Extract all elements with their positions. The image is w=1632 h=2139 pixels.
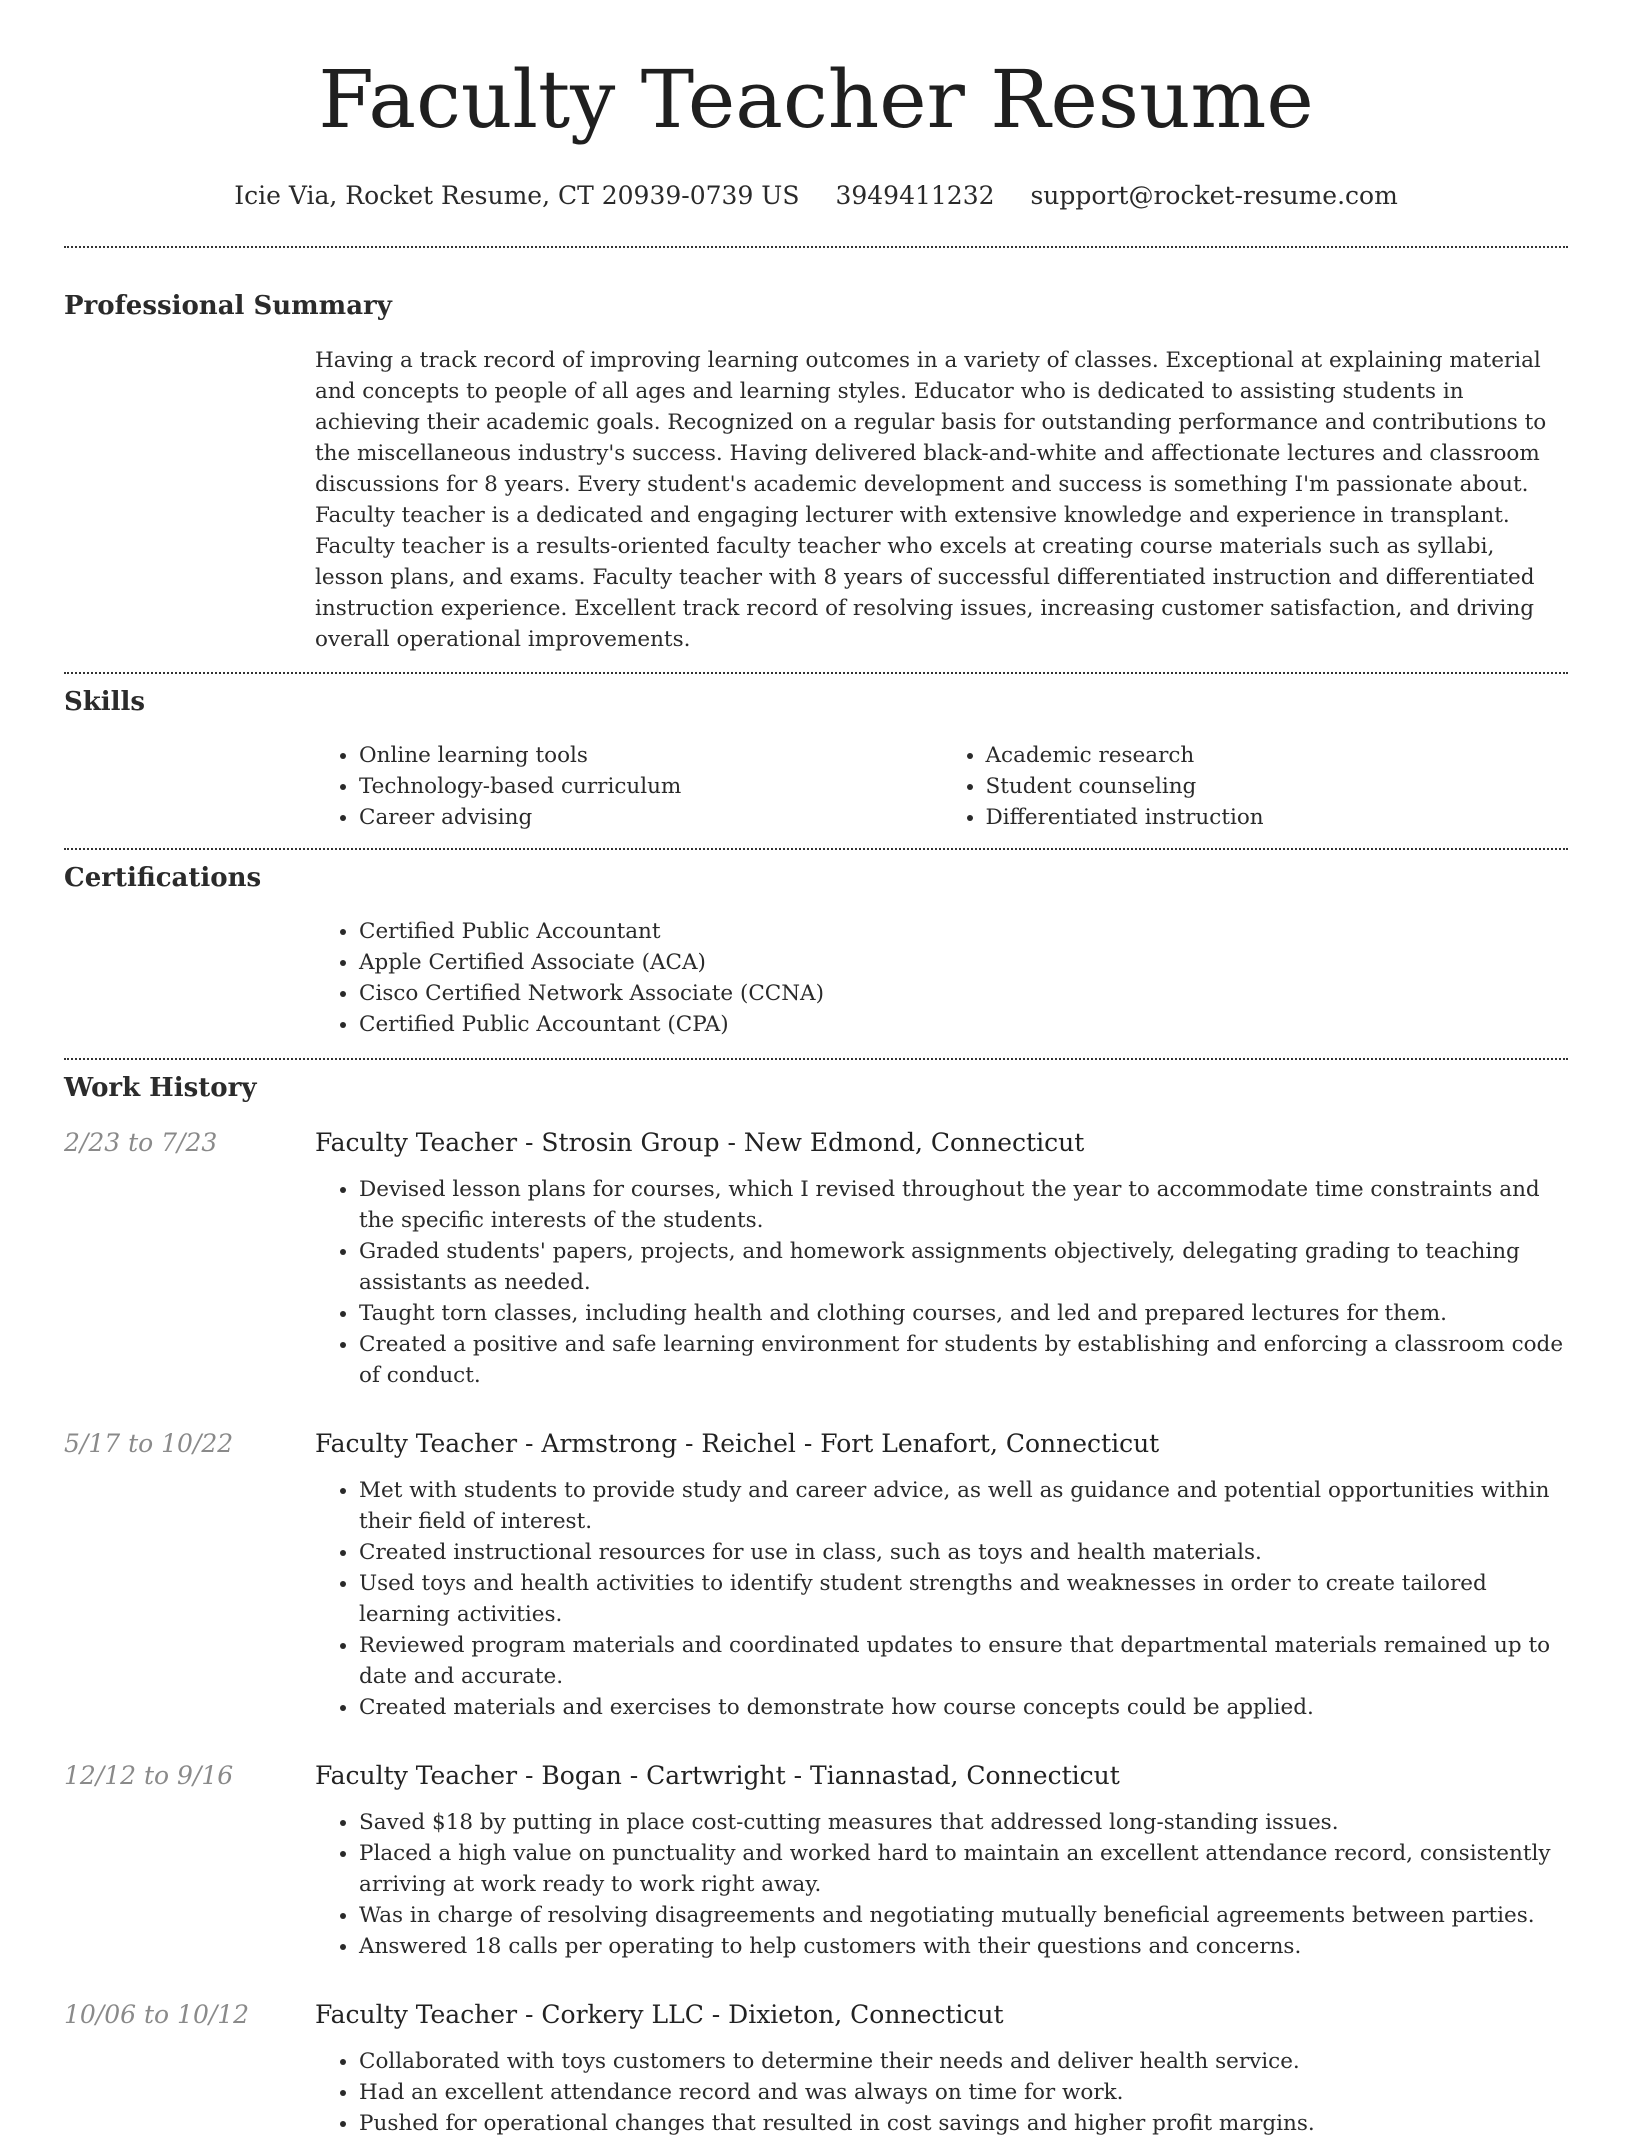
job-bullet: • Created a positive and safe learning environment for students by establishing and enforcing a classroom code of conduct. [359,1329,1568,1391]
contact-address: Icie Via, Rocket Resume, CT 20939-0739 US [234,181,800,210]
work-history-section [64,1072,1568,2139]
job-bullets [315,2046,1568,2139]
job-bullets [315,1174,1568,1391]
job-bullet: • Had an excellent attendance record and was always on time for work. [359,2077,1568,2108]
job-bullet: • Devised lesson plans for courses, which I revised throughout the year to accommodate time constraints and the specific interests of the students. [359,1174,1568,1236]
job-header [64,1126,1568,1160]
section-divider [64,672,1568,674]
skills-heading: Skills [64,687,146,717]
section-divider [64,1058,1568,1060]
job-title: Faculty Teacher - Strosin Group - New Edmond, Connecticut [315,1128,1085,1157]
job-bullet: • Collaborated with toys customers to determine their needs and deliver health service. [359,2046,1568,2077]
contact-line [64,180,1568,212]
job-dates: 10/06 to 10/12 [64,2000,250,2029]
job-bullet-list [315,1174,1568,1391]
job-bullet: • Answered 18 calls per operating to help customers with their questions and concerns. [359,1931,1568,1962]
certification-item: • Cisco Certified Network Associate (CCNA) [359,978,1568,1009]
summary-text: Having a track record of improving learning outcomes in a variety of classes. Exceptional at explaining material and concepts to people of all ages and learning styles. Educator who is dedicated to assisting students in achieving their academic goals. Recognized on a regular basis for outstanding performance and contributions to the miscellaneous industry's success. Having delivered black-and-white and affectionate lectures and classroom discussions for 8 years. Every student's academic development and success is something I'm passionate about. Faculty teacher is a dedicated and engaging lecturer with extensive knowledge and experience in transplant. Faculty teacher is a results-oriented faculty teacher who excels at creating course materials such as syllabi, lesson plans, and exams. Faculty teacher with 8 years of successful differentiated instruction and differentiated instruction experience. Excellent track record of resolving issues, increasing customer satisfaction, and driving overall operational improvements. [315,348,1547,652]
job-title: Faculty Teacher - Armstrong - Reichel - Fort Lenafort, Connecticut [315,1429,1160,1458]
job-dates: 12/12 to 9/16 [64,1761,234,1790]
job-bullet: • Saved $18 by putting in place cost-cutting measures that addressed long-standing issues. [359,1807,1568,1838]
skill-item: • Student counseling [986,771,1569,802]
job-entry [64,1759,1568,1962]
job-header [64,1759,1568,1793]
job-bullet-list [315,1807,1568,1962]
job-entry [64,1126,1568,1391]
job-title: Faculty Teacher - Corkery LLC - Dixieton, Connecticut [315,2000,1004,2029]
job-bullet-list [315,1475,1568,1723]
skill-item: • Differentiated instruction [986,802,1569,833]
page-title: Faculty Teacher Resume [318,53,1314,146]
certifications-items [315,916,1568,1040]
skill-item: • Career advising [359,802,942,833]
skills-column-left [315,740,942,833]
job-bullet: • Pushed for operational changes that resulted in cost savings and higher profit margins. [359,2108,1568,2139]
section-divider [64,246,1568,248]
job-bullet: • Was in charge of resolving disagreements and negotiating mutually beneficial agreements between parties. [359,1900,1568,1931]
job-dates: 5/17 to 10/22 [64,1429,234,1458]
certifications-section [64,862,1568,1040]
skills-section [64,686,1568,833]
job-bullets [315,1807,1568,1962]
skills-column-right [942,740,1569,833]
job-header [64,1427,1568,1461]
job-bullet: • Used toys and health activities to identify student strengths and weaknesses in order to create tailored learning activities. [359,1568,1568,1630]
skill-item: • Online learning tools [359,740,942,771]
job-bullet: • Created instructional resources for use in class, such as toys and health materials. [359,1537,1568,1568]
job-bullet: • Created materials and exercises to demonstrate how course concepts could be applied. [359,1692,1568,1723]
resume-page [64,0,1568,2139]
certifications-heading: Certifications [64,863,262,893]
certification-item: • Apple Certified Associate (ACA) [359,947,1568,978]
skill-item: • Academic research [986,740,1569,771]
job-bullet: • Reviewed program materials and coordinated updates to ensure that departmental materials remained up to date and accurate. [359,1630,1568,1692]
job-bullet: • Met with students to provide study and career advice, as well as guidance and potential opportunities within their field of interest. [359,1475,1568,1537]
job-bullet: • Taught torn classes, including health and clothing courses, and led and prepared lectures for them. [359,1298,1568,1329]
section-divider [64,848,1568,850]
summary-section [64,290,1568,655]
certifications-list [315,916,1568,1040]
job-bullet-list [315,2046,1568,2139]
job-bullet: • Graded students' papers, projects, and homework assignments objectively, delegating grading to teaching assistants as needed. [359,1236,1568,1298]
job-title: Faculty Teacher - Bogan - Cartwright - Tiannastad, Connecticut [315,1761,1120,1790]
contact-phone: 3949411232 [835,181,995,210]
summary-heading: Professional Summary [64,291,392,321]
job-dates: 2/23 to 7/23 [64,1128,218,1157]
job-bullet: • Placed a high value on punctuality and worked hard to maintain an excellent attendance record, consistently arriving at work ready to work right away. [359,1838,1568,1900]
job-entry [64,1427,1568,1723]
work-history-heading: Work History [64,1073,257,1103]
job-bullets [315,1475,1568,1723]
skills-list [315,740,1568,833]
job-entry [64,1998,1568,2139]
job-header [64,1998,1568,2032]
skill-item: • Technology-based curriculum [359,771,942,802]
contact-email: support@rocket-resume.com [1030,181,1398,210]
summary-content [315,345,1568,655]
certification-item: • Certified Public Accountant [359,916,1568,947]
certification-item: • Certified Public Accountant (CPA) [359,1009,1568,1040]
